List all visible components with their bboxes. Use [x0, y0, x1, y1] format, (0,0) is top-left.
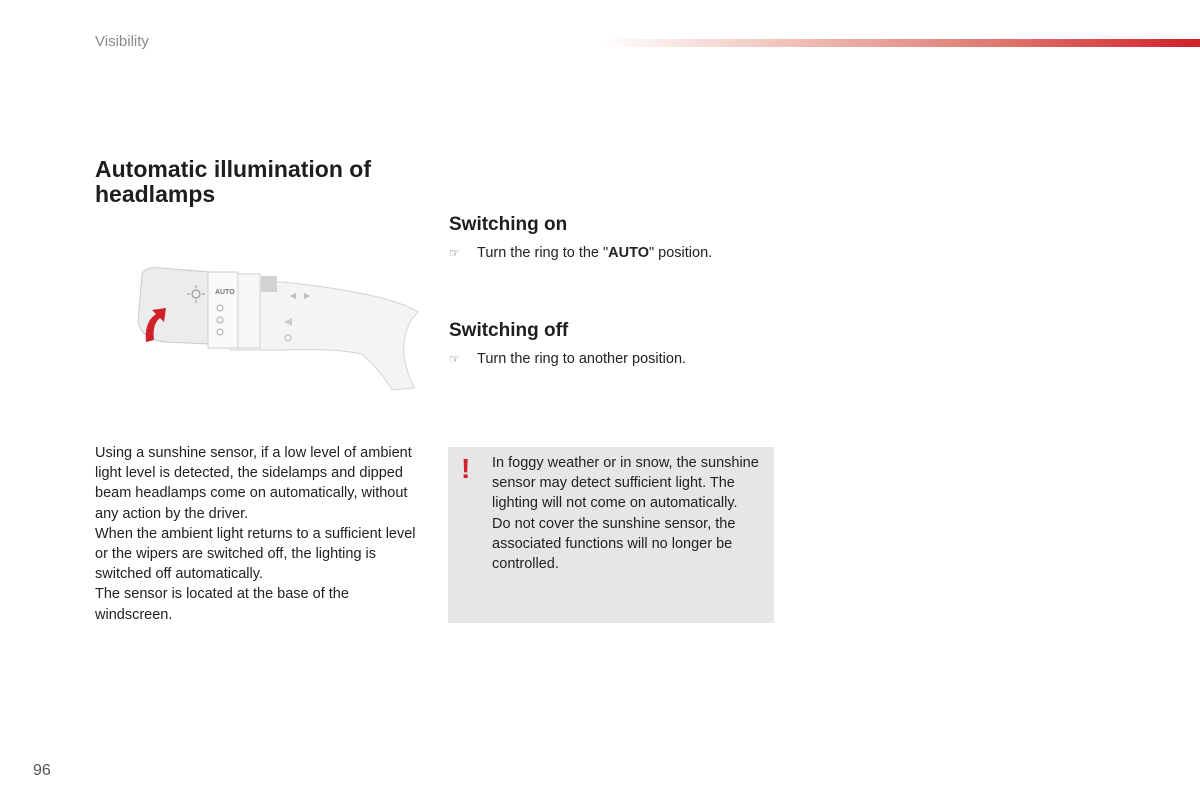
page-title-line1: Automatic illumination of — [95, 156, 371, 182]
page-title-line2: headlamps — [95, 181, 216, 207]
description-paragraph-1: Using a sunshine sensor, if a low level of ambient light level is detected, the sidelamps and dipped beam headlamps come on automatically, without any action by the driver. — [95, 445, 412, 522]
warning-paragraph-1: In foggy weather or in snow, the sunshine sensor may detect sufficient light. The lighting will not come on automatically. — [492, 455, 759, 512]
switching-on-text-after: " position. — [648, 245, 713, 261]
switching-on-text-before: Turn the ring to the " — [477, 245, 609, 261]
warning-box — [448, 447, 774, 623]
warning-icon: ! — [461, 453, 471, 484]
switching-off-instruction — [449, 349, 779, 369]
lighting-stalk-illustration — [132, 262, 422, 392]
pointing-hand-icon: ☞ — [449, 246, 460, 260]
switching-off-heading: Switching off — [449, 320, 569, 341]
warning-text — [492, 453, 762, 574]
switching-on-heading: Switching on — [449, 214, 568, 235]
switching-on-text-bold: AUTO — [608, 245, 649, 261]
page-number: 96 — [33, 762, 51, 779]
page-title — [95, 157, 425, 207]
lighting-stalk-icon — [132, 262, 422, 392]
switching-off-text: Turn the ring to another position. — [477, 351, 687, 367]
description-paragraph-3: The sensor is located at the base of the windscreen. — [95, 586, 349, 623]
description-text — [95, 443, 425, 625]
header-accent-bar — [600, 39, 1200, 47]
section-title: Visibility — [95, 33, 149, 50]
auto-ring-label: AUTO — [215, 289, 235, 296]
warning-paragraph-2: Do not cover the sunshine sensor, the associated functions will no longer be controlled. — [492, 515, 736, 573]
pointing-hand-icon: ☞ — [449, 352, 460, 366]
description-paragraph-2: When the ambient light returns to a sufficient level or the wipers are switched off, the lighting is switched off automatically. — [95, 525, 416, 583]
switching-on-instruction — [449, 243, 779, 263]
